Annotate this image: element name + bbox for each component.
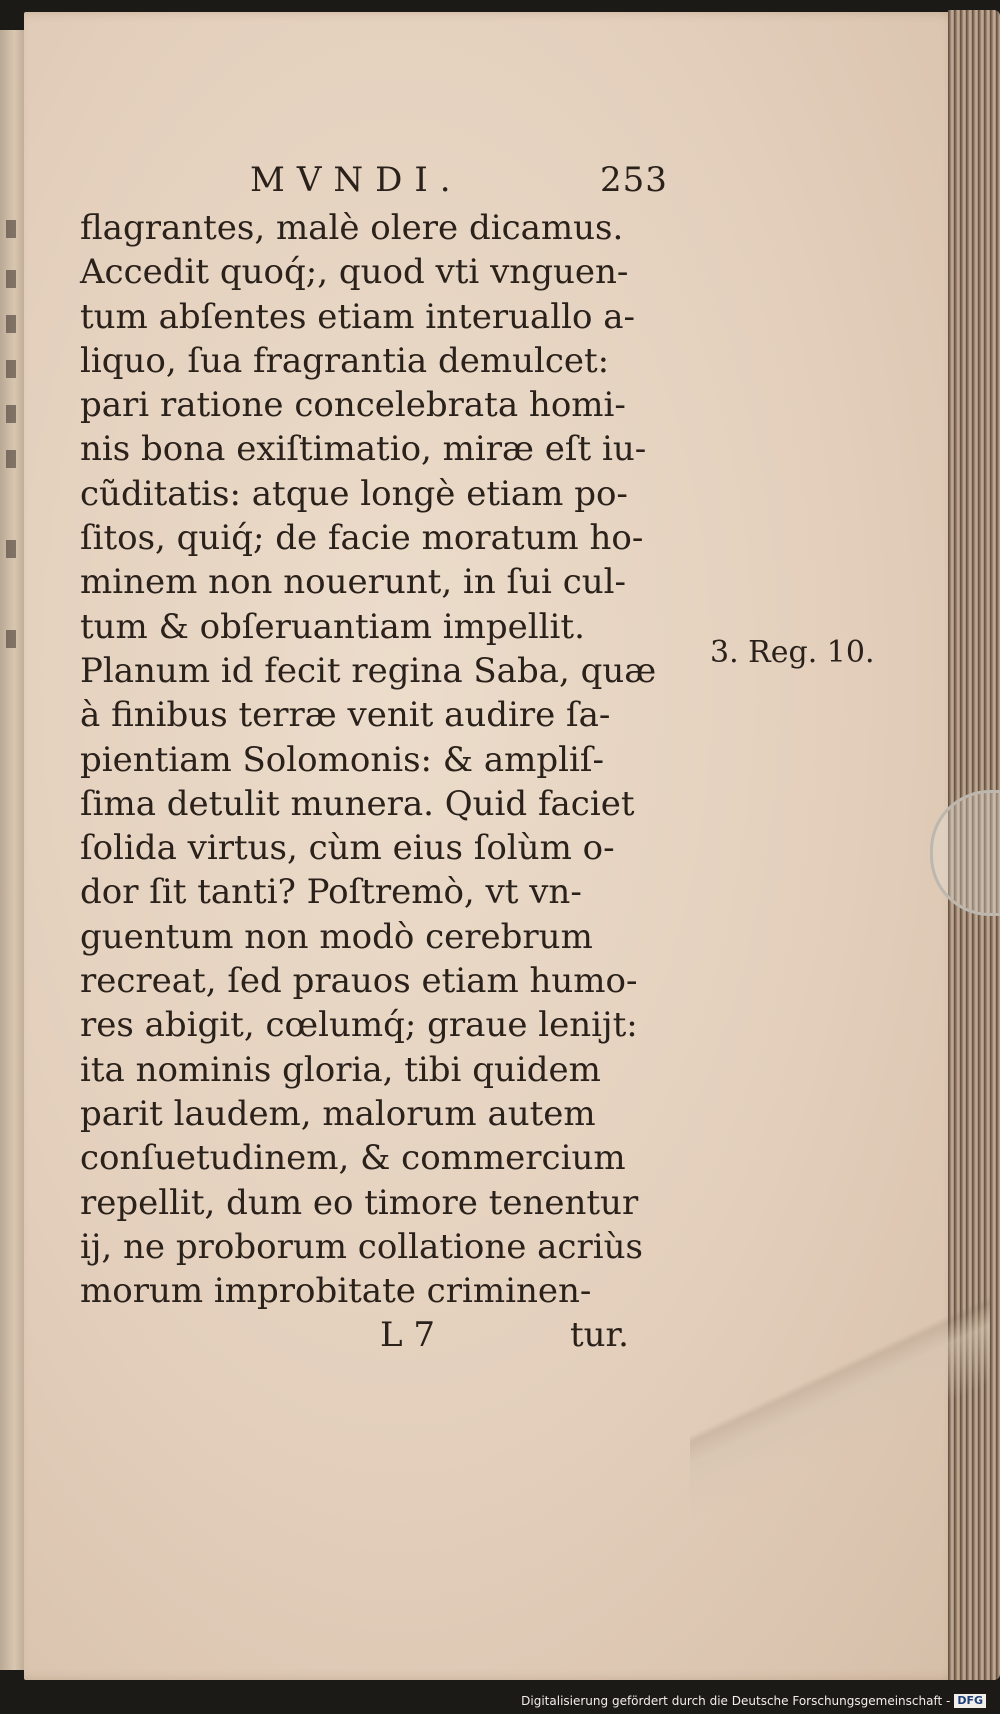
- text-line: ſima detulit munera. Quid faciet: [80, 783, 635, 824]
- text-line: flagrantes, malè olere dicamus.: [80, 208, 624, 248]
- gutter-ink-mark: [6, 540, 16, 558]
- text-line: à finibus terræ venit audire ſa-: [80, 695, 611, 736]
- text-line: tum abſentes etiam interuallo a-: [80, 296, 636, 337]
- text-line: liquo, ſua fragrantia demulcet:: [80, 340, 610, 381]
- text-line: conſuetudinem, & commercium: [80, 1138, 626, 1179]
- page-footer: [80, 1313, 710, 1361]
- gutter-ink-mark: [6, 270, 16, 288]
- gutter-ink-mark: [6, 630, 16, 648]
- running-head: [80, 160, 710, 206]
- text-line: tum & obſeruantiam impellit.: [80, 606, 585, 647]
- text-line: ij, ne proborum collatione acriùs: [80, 1226, 643, 1267]
- text-line: cũditatis: atque longè etiam po-: [80, 473, 628, 514]
- text-line: pari ratione concelebrata homi-: [80, 385, 626, 426]
- gutter-ink-mark: [6, 220, 16, 238]
- text-line: parit laudem, malorum autem: [80, 1093, 596, 1134]
- text-line: Accedit quoq́;, quod vti vnguen-: [80, 252, 629, 293]
- running-title: MVNDI.: [250, 160, 463, 200]
- gutter-ink-mark: [6, 450, 16, 468]
- text-line: Planum id fecit regina Saba, quæ: [80, 650, 657, 691]
- catchword: tur.: [570, 1315, 629, 1356]
- adjacent-page-edge: [0, 30, 24, 1670]
- text-line: minem non nouerunt, in ſui cul-: [80, 562, 627, 603]
- signature-mark: L 7: [380, 1315, 436, 1356]
- marginal-note: 3. Reg. 10.: [710, 635, 875, 670]
- credit-text: Digitalisierung gefördert durch die Deutsche Forschungsgemeinschaft -: [521, 1694, 951, 1708]
- text-line: recreat, ſed prauos etiam humo-: [80, 961, 638, 1002]
- gutter-ink-mark: [6, 360, 16, 378]
- text-line: ſolida virtus, cùm eius ſolùm o-: [80, 828, 615, 869]
- text-line: dor ſit tanti? Poſtremò, vt vn-: [80, 872, 582, 913]
- digitization-credit: [521, 1694, 986, 1708]
- gutter-ink-mark: [6, 405, 16, 423]
- text-block: [80, 160, 710, 1361]
- text-line: nis bona exiſtimatio, miræ eſt iu-: [80, 429, 647, 470]
- text-line: res abigit, cœlumq́; graue lenijt:: [80, 1005, 638, 1046]
- page-number: 253: [600, 160, 668, 200]
- dfg-logo: DFG: [954, 1694, 986, 1708]
- text-line: ſitos, quiq́; de facie moratum ho-: [80, 518, 644, 559]
- text-line: ita nominis gloria, tibi quidem: [80, 1049, 601, 1090]
- text-line: morum improbitate criminen-: [80, 1271, 592, 1312]
- text-line: guentum non modò cerebrum: [80, 916, 593, 957]
- text-line: pientiam Solomonis: & ampliſ-: [80, 739, 604, 780]
- gutter-ink-mark: [6, 315, 16, 333]
- text-line: repellit, dum eo timore tenentur: [80, 1182, 639, 1223]
